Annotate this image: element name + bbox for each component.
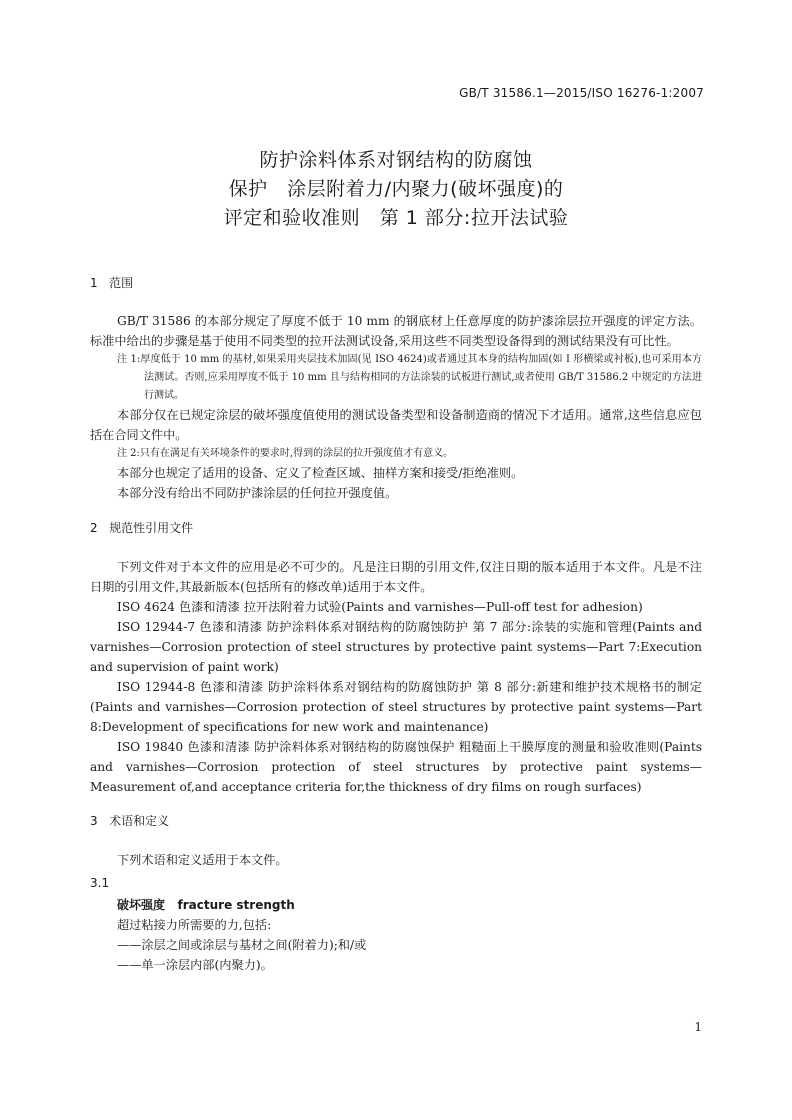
- title-line-2: 保护 涂层附着力/内聚力(破坏强度)的: [228, 178, 564, 200]
- title-line-3: 评定和验收准则 第 1 部分:拉开法试验: [223, 207, 569, 229]
- note-2: 注 2:只有在满足有关环境条件的要求时,得到的涂层的拉开强度值才有意义。: [117, 448, 454, 459]
- section-3-heading: 3 术语和定义: [90, 814, 170, 828]
- reference-iso-12944-8: ISO 12944-8 色漆和清漆 防护涂料体系对钢结构的防腐蚀防护 第 8 部分:新建和维护技术规格书的制定(Paints and varnishes—Corrosion protection of steel structures by protective paint systems—Part 8:Development of specifications for new work and maintenance): [90, 680, 702, 734]
- title-line-1: 防护涂料体系对钢结构的防腐蚀: [259, 149, 533, 171]
- scope-paragraph-3: 本部分也规定了适用的设备、定义了检查区域、抽样方案和接受/拒绝准则。: [117, 466, 524, 480]
- standard-number-header: GB/T 31586.1—2015/ISO 16276-1:2007: [459, 86, 704, 100]
- term-definition: 超过粘接力所需要的力,包括:: [117, 918, 272, 932]
- scope-paragraph-1: GB/T 31586 的本部分规定了厚度不低于 10 mm 的钢底材上任意厚度的防护漆涂层拉开强度的评定方法。标准中给出的步骤是基于使用不同类型的拉开法测试设备,采用这些不同类型设备得到的测试结果没有可比性。: [90, 314, 702, 348]
- term-fracture-strength: 破坏强度 fracture strength: [117, 898, 295, 912]
- terms-intro: 下列术语和定义适用于本文件。: [117, 853, 288, 867]
- document-body: [90, 272, 702, 975]
- scope-paragraph-2: 本部分仅在已规定涂层的破坏强度值使用的测试设备类型和设备制造商的情况下才适用。通常,这些信息应包括在合同文件中。: [90, 408, 702, 442]
- note-1: 注 1:厚度低于 10 mm 的基材,如果采用夹层技术加固(见 ISO 4624)或者通过其本身的结构加固(如 I 形横梁或衬板),也可采用本方法测试。否则,应采用厚度不低于 10 mm 且与结构相同的方法涂装的试板进行测试,或者使用 GB/T 31586.2 中规定的方法进行测试。: [117, 354, 702, 401]
- definition-item-1: ——涂层之间或涂层与基材之间(附着力);和/或: [117, 938, 367, 952]
- references-intro: 下列文件对于本文件的应用是必不可少的。凡是注日期的引用文件,仅注日期的版本适用于本文件。凡是不注日期的引用文件,其最新版本(包括所有的修改单)适用于本文件。: [90, 560, 702, 594]
- scope-paragraph-4: 本部分没有给出不同防护漆涂层的任何拉开强度值。: [117, 486, 398, 500]
- section-1-heading: 1 范围: [90, 276, 134, 290]
- reference-iso-19840: ISO 19840 色漆和清漆 防护涂料体系对钢结构的防腐蚀保护 粗糙面上干膜厚度的测量和验收准则(Paints and varnishes—Corrosion protection of steel structures by protective paint systems—Measurement of,and acceptance criteria for,the thickness of dry films on rough surfaces): [90, 740, 702, 794]
- definition-item-2: ——单一涂层内部(内聚力)。: [117, 958, 273, 972]
- page-number: 1: [694, 1020, 702, 1034]
- section-2-heading: 2 规范性引用文件: [90, 521, 194, 535]
- reference-iso-12944-7: ISO 12944-7 色漆和清漆 防护涂料体系对钢结构的防腐蚀防护 第 7 部分:涂装的实施和管理(Paints and varnishes—Corrosion protection of steel structures by protective paint systems—Part 7:Execution and supervision of paint work): [90, 620, 702, 674]
- reference-iso-4624: ISO 4624 色漆和清漆 拉开法附着力试验(Paints and varnishes—Pull-off test for adhesion): [117, 600, 643, 614]
- term-number: 3.1: [90, 876, 110, 890]
- document-title: [0, 146, 792, 233]
